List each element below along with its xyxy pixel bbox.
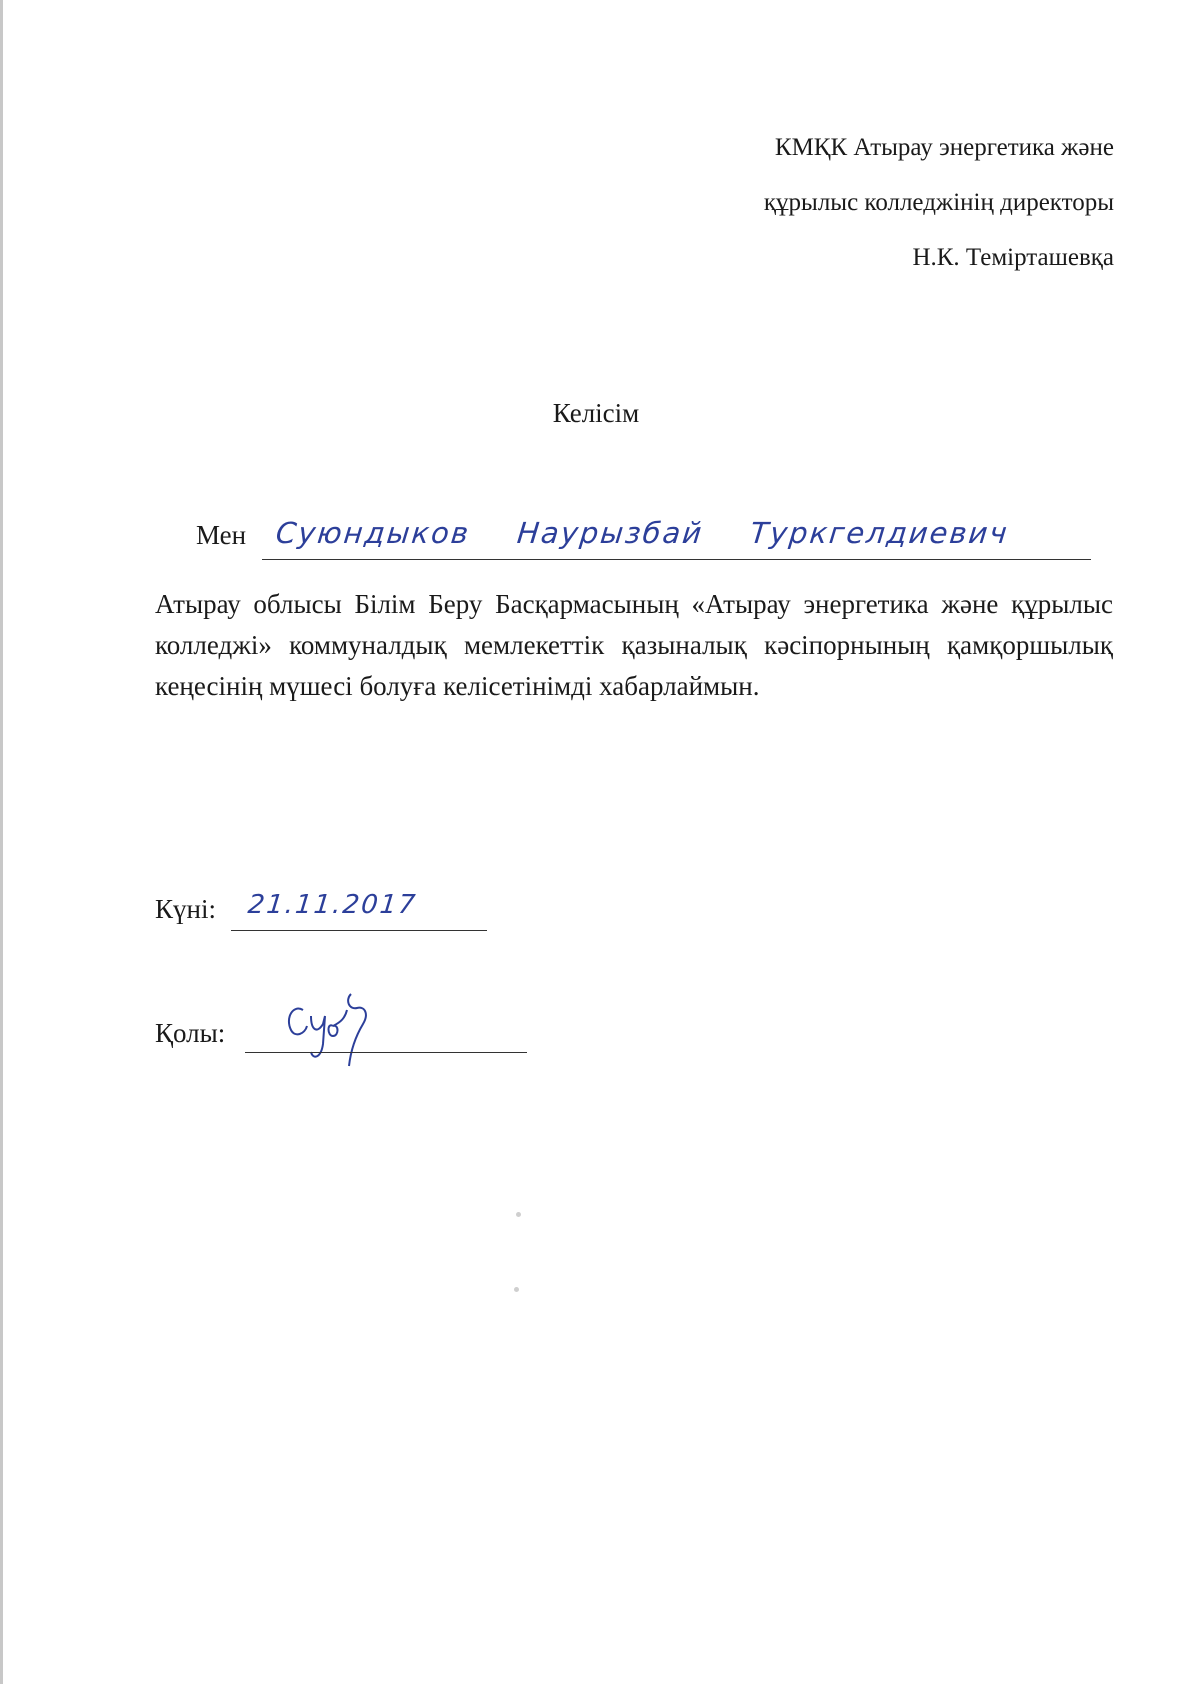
signature-underline: [245, 1052, 527, 1053]
handwritten-name: Суюндыков Наурызбай Туркгелдиевич: [274, 516, 1011, 550]
addressee-block: [764, 120, 1114, 285]
name-underline: [262, 559, 1091, 560]
applicant-label: Мен: [196, 520, 247, 550]
scan-speck: [516, 1212, 521, 1217]
applicant-name-line: [196, 512, 1091, 562]
addressee-line-3: Н.К. Темірташевқа: [912, 244, 1114, 271]
signature-mark: [275, 986, 405, 1076]
signature-label: Қолы:: [155, 1018, 226, 1048]
scan-edge: [0, 0, 3, 1684]
date-label: Күні:: [155, 894, 216, 924]
date-line: [155, 890, 490, 934]
handwritten-date: 21.11.2017: [246, 890, 419, 920]
document-title: Келісім: [552, 398, 640, 428]
addressee-line-1: КМҚК Атырау энергетика және: [774, 134, 1114, 161]
addressee-line-2: құрылыс колледжінің директоры: [763, 189, 1114, 216]
date-underline: [231, 930, 487, 931]
scan-speck: [514, 1287, 519, 1292]
signature-line: [155, 1008, 535, 1068]
consent-body-text: Атырау облысы Білім Беру Басқармасының «Атырау энергетика және құрылыс колледжі» коммуналдық мемлекеттік қазыналық кәсіпорнының қамқоршылық кеңесінің мүшесі болуға келісетінімді хабарлаймын.: [155, 589, 1113, 701]
